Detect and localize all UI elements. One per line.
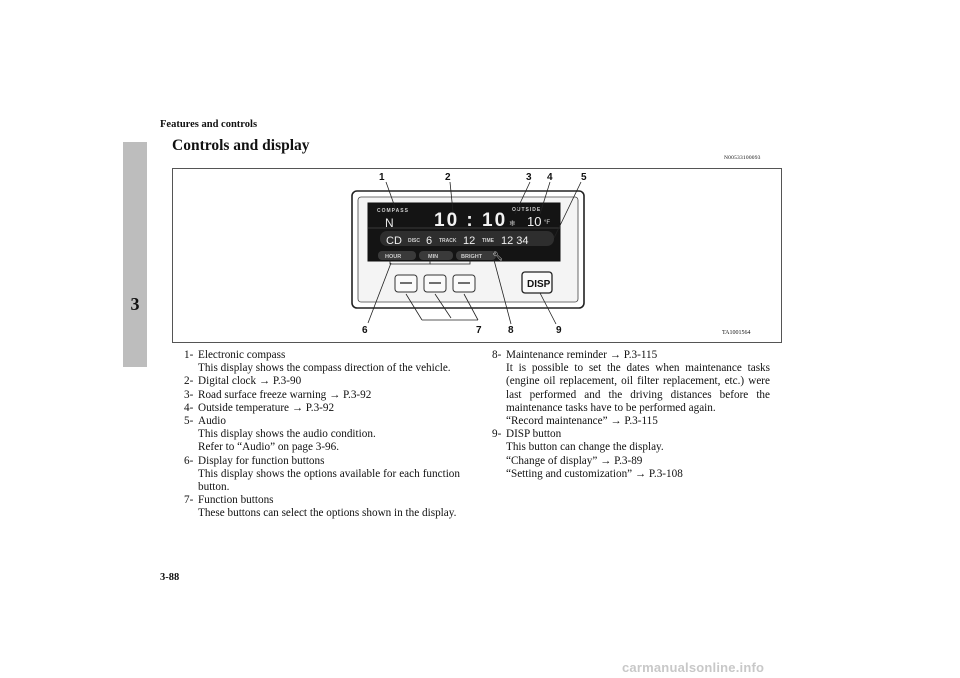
- callout-9: 9: [556, 325, 562, 336]
- callout-5: 5: [581, 172, 587, 183]
- compass-value: N: [385, 216, 394, 230]
- chapter-tab: [123, 142, 147, 367]
- callout-1: 1: [379, 172, 385, 183]
- list-item: [184, 349, 460, 375]
- callout-6: 6: [362, 325, 368, 336]
- item-number: 1-: [184, 349, 194, 361]
- list-item: [184, 455, 460, 495]
- item-number: 2-: [184, 375, 194, 388]
- callout-2: 2: [445, 172, 451, 183]
- watermark: carmanualsonline.info: [622, 660, 765, 675]
- compass-label: COMPASS: [377, 208, 409, 214]
- item-description: It is possible to set the dates when maintenance tasks (engine oil replacement, oil filter replacement, etc.) were last performed and the driving distances before the maintenance tasks have to be performed again.: [506, 362, 770, 414]
- item-title: Road surface freeze warning → P.3-92: [198, 388, 372, 401]
- list-item: [492, 428, 770, 481]
- disp-button-label: DISP: [527, 279, 551, 290]
- chapter-tab-number: 3: [130, 294, 140, 314]
- fn-label-hour: HOUR: [385, 254, 402, 260]
- item-description: This display shows the audio condition.: [198, 428, 376, 441]
- item-title: Display for function buttons: [198, 454, 325, 467]
- fn-label-min: MIN: [428, 254, 439, 260]
- disc-label: DISC: [408, 238, 420, 244]
- right-column: [492, 349, 770, 481]
- item-description: This display shows the compass direction of the vehicle.: [198, 362, 451, 375]
- item-title: DISP button: [506, 428, 562, 441]
- list-item: [492, 349, 770, 428]
- disc-value: 6: [426, 235, 433, 247]
- item-description: “Change of display” → P.3-89: [506, 454, 643, 467]
- item-number: 5-: [184, 415, 194, 428]
- reference-code: N00533100093: [724, 155, 761, 161]
- item-number: 8-: [492, 349, 502, 361]
- callout-7: 7: [476, 325, 482, 336]
- item-number: 9-: [492, 428, 502, 441]
- list-item: [184, 494, 460, 520]
- section-header: Features and controls: [160, 119, 258, 130]
- time-label: TIME: [482, 238, 494, 244]
- item-title: Function buttons: [198, 494, 274, 507]
- figure-code: TA1001564: [722, 330, 751, 336]
- item-description: This button can change the display.: [506, 441, 664, 454]
- list-item: [184, 415, 460, 455]
- item-description: This display shows the options available for each function button.: [198, 467, 460, 494]
- item-title: Electronic compass: [198, 349, 286, 361]
- track-label: TRACK: [439, 238, 457, 244]
- clock-readout: 10 : 10: [434, 210, 508, 231]
- outside-temp: 10: [527, 214, 542, 229]
- item-number: 3-: [184, 388, 194, 401]
- item-number: 4-: [184, 401, 194, 414]
- list-item: [184, 389, 460, 402]
- callout-3: 3: [526, 172, 532, 183]
- item-description: “Setting and customization” → P.3-108: [506, 467, 683, 480]
- callout-8: 8: [508, 325, 514, 336]
- item-description: These buttons can select the options shown in the display.: [198, 507, 457, 520]
- wrench-icon: 🔧︎: [492, 252, 504, 262]
- item-title: Audio: [198, 415, 226, 428]
- track-value: 12: [463, 235, 476, 247]
- list-item: [184, 375, 460, 388]
- temp-unit: °F: [544, 220, 551, 226]
- display-illustration: [172, 168, 782, 343]
- left-column: [184, 349, 460, 521]
- page-title: Controls and display: [172, 137, 310, 154]
- outside-label: OUTSIDE: [512, 207, 542, 213]
- list-item: [184, 402, 460, 415]
- item-title: Digital clock → P.3-90: [198, 375, 302, 388]
- callout-4: 4: [547, 172, 553, 183]
- snowflake-icon: ❄: [509, 219, 516, 228]
- item-number: 6-: [184, 454, 194, 467]
- page-number: 3-88: [160, 572, 180, 583]
- time-value: 12 34: [501, 235, 529, 247]
- fn-label-bright: BRIGHT: [461, 254, 483, 260]
- item-number: 7-: [184, 494, 194, 507]
- item-title: Maintenance reminder → P.3-115: [506, 349, 658, 361]
- item-description: “Record maintenance” → P.3-115: [506, 415, 658, 428]
- item-title: Outside temperature → P.3-92: [198, 401, 335, 414]
- item-description: Refer to “Audio” on page 3-96.: [198, 441, 340, 454]
- audio-source: CD: [386, 235, 402, 247]
